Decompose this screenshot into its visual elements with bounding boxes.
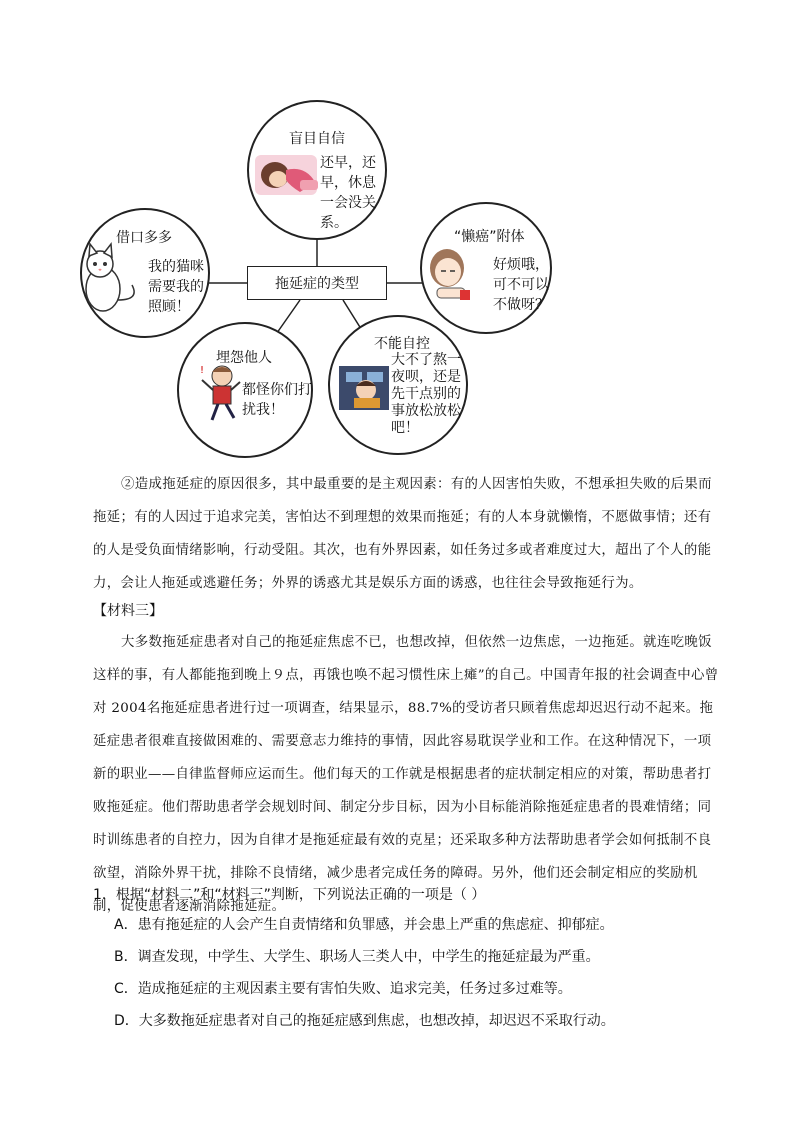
bubble-bottom-left-line: 扰我！ [242,402,284,418]
paragraph-3 [93,626,725,923]
bubble-bottom-left-title: 埋怨他人 [216,350,272,366]
bubble-bottom-right-line: 夜呗，还是 [391,369,461,385]
material-3-heading: 【材料三】 [93,603,163,619]
bubble-right-title: “懒癌”附体 [454,229,525,245]
center-type-box [247,266,387,300]
bubble-left-title: 借口多多 [116,230,172,246]
bubble-bottom-right-line: 事放松放松 [391,403,461,419]
svg-text:!: ! [200,365,205,376]
question-stem: 1．根据“材料二”和“材料三”判断，下列说法正确的一项是（ ） [93,887,486,903]
bubble-left-text [148,257,204,317]
bubble-bottom-right-title: 不能自控 [374,336,430,352]
sleeping-person-illustration [255,155,318,195]
bubble-bottom-right-line: 先干点别的 [391,386,461,402]
bubble-top-text [320,153,376,233]
bubble-left-line: 需要我的 [148,279,204,295]
paragraph-2-text: ②造成拖延症的原因很多，其中最重要的是主观因素：有的人因害怕失败，不想承担失败的后果而拖延；有的人因过于追求完美，害怕达不到理想的效果而拖延；有的人本身就懒惰，不愿做事情；还有的人是受负面情绪影响，行动受阻。其次，也有外界因素，如任务过多或者难度过大，超出了个人的能力，会让人拖延或逃避任务；外界的诱惑尤其是娱乐方面的诱惑，也往往会导致拖延行为。 [93,477,712,591]
option-a[interactable]: A．患有拖延症的人会产生自责情绪和负罪感，并会患上严重的焦虑症、抑郁症。 [114,917,614,933]
bubble-top-line: 还早，还 [320,155,376,171]
paragraph-3-text: 大多数拖延症患者对自己的拖延症焦虑不已，也想改掉，但依然一边焦虑，一边拖延。就连吃晚饭这样的事，有人都能拖到晚上９点，再饿也唤不起习惯性床上瘫”的自己。中国青年报的社会调查中心曾对 2004名拖延症患者进行过一项调查，结果显示，88.7%的受访者只顾着焦虑却迟迟行动不起来。拖延症患者很难直接做困难的、需要意志力维持的事情，因此容易耽误学业和工作。在这种情况下，一项新的职业——自律监督师应运而生。他们每天的工作就是根据患者的症状制定相应的对策，帮助患者打败拖延症。他们帮助患者学会规划时间、制定分步目标，因为小目标能消除拖延症患者的畏难情绪；同时训练患者的自控力，因为自律才是拖延症最有效的克星；还采取多种方法帮助患者学会如何抵制不良欲望，消除外界干扰，排除不良情绪，减少患者完成任务的障碍。另外，他们还会制定相应的奖励机制，促使患者逐渐消除拖延症。 [93,635,719,914]
bubble-right-line: 好烦哦， [493,257,549,273]
bubble-top-line: 早，休息 [320,175,376,191]
bubble-right-text [493,255,549,315]
option-b[interactable]: B．调查发现，中学生、大学生、职场人三类人中，中学生的拖延症最为严重。 [114,949,600,965]
bubble-bottom-left-text [242,380,312,420]
bubble-bottom-right-line: 大不了熬一 [391,352,461,368]
bubble-left-line: 照顾！ [148,299,190,315]
bubble-bottom-left-line: 都怪你们打 [242,382,312,398]
bubble-top-line: 一会没关 [320,195,376,211]
bubble-right-line: 可不可以 [493,277,549,293]
bubble-top-title: 盲目自信 [289,131,345,147]
center-type-label: 拖延症的类型 [275,276,359,292]
paragraph-2 [93,468,725,600]
bubble-right-line: 不做呀？ [493,297,549,313]
option-c[interactable]: C．造成拖延症的主观因素主要有害怕失败、追求完美，任务过多过难等。 [114,981,572,997]
option-d[interactable]: D．大多数拖延症患者对自己的拖延症感到焦虑，也想改掉，却迟迟不采取行动。 [114,1013,615,1029]
bubble-left-line: 我的猫咪 [148,259,204,275]
bubble-top-line: 系。 [320,215,348,231]
bubble-bottom-right-line: 吧！ [391,420,419,436]
night-computer-illustration [339,366,389,410]
bubble-bottom-right-text [391,352,461,437]
